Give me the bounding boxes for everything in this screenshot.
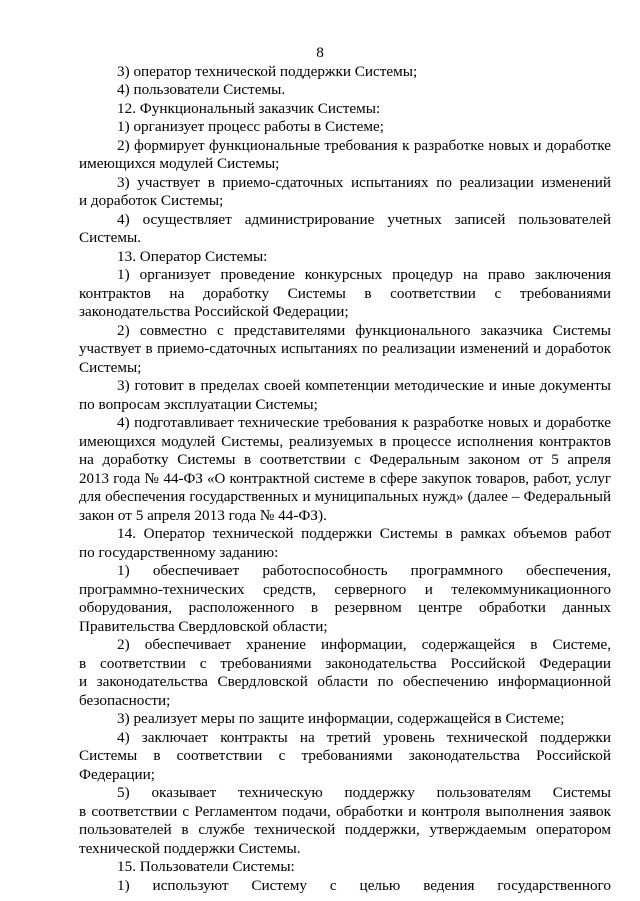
text-line: и законодательства Свердловской области по обеспечению информационной <box>79 673 611 690</box>
text-line: по государственному заданию: <box>79 543 279 561</box>
text-line: 4) осуществляет администрирование учетных записей пользователей <box>117 210 611 228</box>
text-line: 3) реализует меры по защите информации, содержащейся в Системе; <box>117 710 565 727</box>
text-line: 2) формирует функциональные требования к разработке новых и доработке <box>117 136 611 154</box>
text-line: имеющихся модулей Системы; <box>79 155 280 172</box>
text-line: 4) заключает контракты на третий уровень технической поддержки <box>117 728 611 746</box>
text-line: 1) обеспечивает работоспособность программного обеспечения, <box>117 562 611 579</box>
text-line: контрактов на доработку Системы в соответствии с требованиями <box>79 284 611 302</box>
text-line: 3) готовит в пределах своей компетенции методические и иные документы <box>117 377 611 394</box>
text-line: участвует в приемо-сдаточных испытаниях по реализации изменений и доработок <box>79 341 611 357</box>
text-line: безопасности; <box>79 691 171 709</box>
text-line: для обеспечения государственных и муниципальных нужд» (далее – Федеральный <box>79 489 611 505</box>
text-line: имеющихся модулей Системы, реализуемых в процессе исполнения контрактов <box>79 432 611 450</box>
text-line: 3) оператор технической поддержки Системы; <box>117 62 418 80</box>
text-line: 4) пользователи Системы. <box>117 81 286 98</box>
text-line: Системы; <box>79 358 142 376</box>
text-line: программно-технических средств, серверного и телекоммуникационного <box>79 580 611 598</box>
document-body <box>79 63 611 896</box>
text-line: на доработку Системы в соответствии с Федеральным законом от 5 апреля <box>79 451 611 468</box>
text-line: 4) подготавливает технические требования к разработке новых и доработке <box>117 414 611 431</box>
text-line: 5) оказывает техническую поддержку пользователям Системы <box>117 784 611 801</box>
text-line: Системы в соответствии с требованиями законодательства Российской <box>79 747 611 764</box>
text-line: 15. Пользователи Системы: <box>117 858 295 875</box>
text-line: Системы. <box>79 229 141 246</box>
text-line: технической поддержки Системы. <box>79 839 301 857</box>
text-line: и доработок Системы; <box>79 192 224 209</box>
text-line: закон от 5 апреля 2013 года № 44-ФЗ). <box>79 506 327 524</box>
text-line: 1) организует процесс работы в Системе; <box>117 118 384 135</box>
text-line: Федерации; <box>79 765 155 783</box>
text-line: 14. Оператор технической поддержки Системы в рамках объемов работ <box>117 525 611 542</box>
text-line: 3) участвует в приемо-сдаточных испытаниях по реализации изменений <box>117 173 611 191</box>
text-line: 1) организует проведение конкурсных процедур на право заключения <box>117 266 611 283</box>
text-line: оборудования, расположенного в резервном центре обработки данных <box>79 599 611 616</box>
text-line: в соответствии с требованиями законодательства Российской Федерации <box>79 654 611 672</box>
text-line: пользователей в службе технической поддержки, утверждаемым оператором <box>79 821 611 838</box>
text-line: 2) обеспечивает хранение информации, содержащейся в Системе, <box>117 636 611 653</box>
text-line: 1) используют Систему с целью ведения государственного <box>117 876 611 894</box>
text-line: Правительства Свердловской области; <box>79 617 328 635</box>
text-line: 13. Оператор Системы: <box>117 247 268 265</box>
text-line: в соответствии с Регламентом подачи, обработки и контроля выполнения заявок <box>79 802 611 820</box>
text-line: 2013 года № 44-ФЗ «О контрактной системе в сфере закупок товаров, работ, услуг <box>79 470 611 487</box>
text-line: законодательства Российской Федерации; <box>79 303 349 320</box>
page-number: 8 <box>316 44 324 61</box>
text-line: по вопросам эксплуатации Системы; <box>79 395 318 413</box>
text-line: 12. Функциональный заказчик Системы: <box>117 99 381 117</box>
text-line: 2) совместно с представителями функционального заказчика Системы <box>117 321 611 339</box>
